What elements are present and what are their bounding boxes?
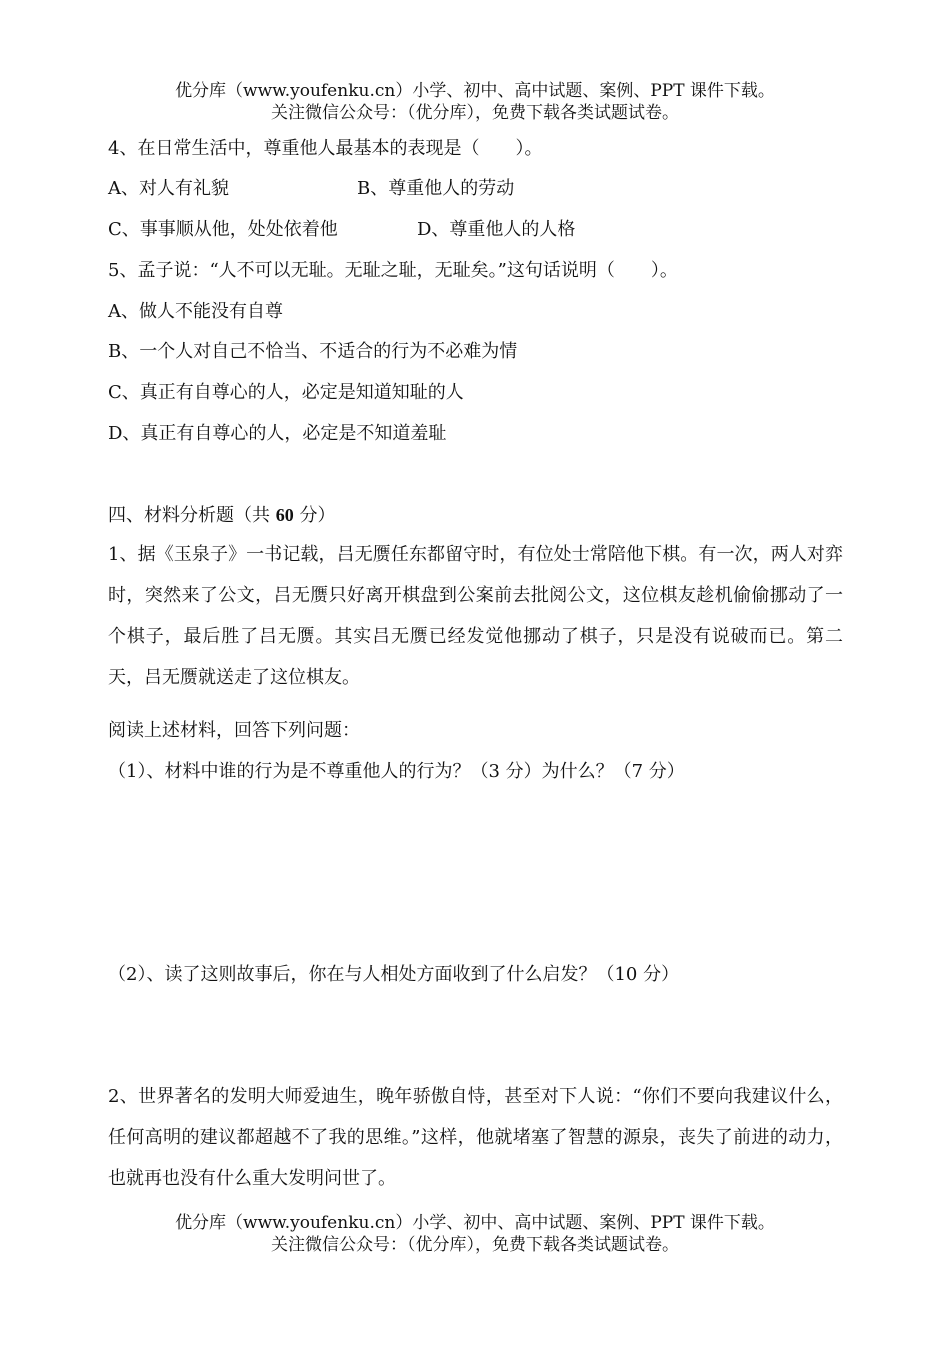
section-4-title-prefix: 四、材料分析题（共 <box>108 505 276 526</box>
q5-option-b: B、一个人对自己不恰当、不适合的行为不必难为情 <box>108 341 518 362</box>
footer-line-1: 优分库（www.youfenku.cn）小学、初中、高中试题、案例、PPT 课件下载。 <box>175 1213 775 1233</box>
material-1-question-1: （1）、材料中谁的行为是不尊重他人的行为？（3 分）为什么？（7 分） <box>108 761 685 782</box>
section-4-points: 60 <box>275 505 294 525</box>
q4-option-d: D、尊重他人的人格 <box>417 219 576 240</box>
footer-line-2: 关注微信公众号：（优分库），免费下载各类试题试卷。 <box>271 1235 679 1255</box>
q5-option-a: A、做人不能没有自尊 <box>108 301 283 322</box>
page-footer <box>0 1212 950 1256</box>
material-1-instruction: 阅读上述材料，回答下列问题： <box>108 720 360 741</box>
q5-option-c: C、真正有自尊心的人，必定是知道知耻的人 <box>108 382 464 403</box>
q4-option-a: A、对人有礼貌 <box>108 178 229 199</box>
q4-stem: 4、在日常生活中，尊重他人最基本的表现是（ ）。 <box>108 138 543 159</box>
q4-option-c: C、事事顺从他，处处依着他 <box>108 219 338 240</box>
material-2-text: 2、世界著名的发明大师爱迪生，晚年骄傲自恃，甚至对下人说：“你们不要向我建议什么，任何高明的建议都超越不了我的思维。”这样，他就堵塞了智慧的源泉，丧失了前进的动力，也就再也没有什么重大发明问世了。 <box>108 1086 843 1189</box>
q5-option-d: D、真正有自尊心的人，必定是不知道羞耻 <box>108 423 447 444</box>
section-4-title <box>108 503 335 528</box>
header-line-2: 关注微信公众号：（优分库），免费下载各类试题试卷。 <box>271 103 679 123</box>
material-1-text: 1、据《玉泉子》一书记载，吕无赝任东都留守时，有位处士常陪他下棋。有一次，两人对弈时，突然来了公文，吕无赝只好离开棋盘到公案前去批阅公文，这位棋友趁机偷偷挪动了一个棋子，最后胜了吕无赝。其实吕无赝已经发觉他挪动了棋子，只是没有说破而已。第二天，吕无赝就送走了这位棋友。 <box>108 544 843 688</box>
page-header <box>0 80 950 124</box>
material-1-question-2: （2）、读了这则故事后，你在与人相处方面收到了什么启发？（10 分） <box>108 964 680 985</box>
q5-stem: 5、孟子说：“人不可以无耻。无耻之耻，无耻矣。”这句话说明（ ）。 <box>108 260 678 281</box>
header-line-1: 优分库（www.youfenku.cn）小学、初中、高中试题、案例、PPT 课件下载。 <box>175 81 775 101</box>
section-4-title-suffix: 分） <box>293 505 336 526</box>
q4-option-b: B、尊重他人的劳动 <box>357 178 515 199</box>
